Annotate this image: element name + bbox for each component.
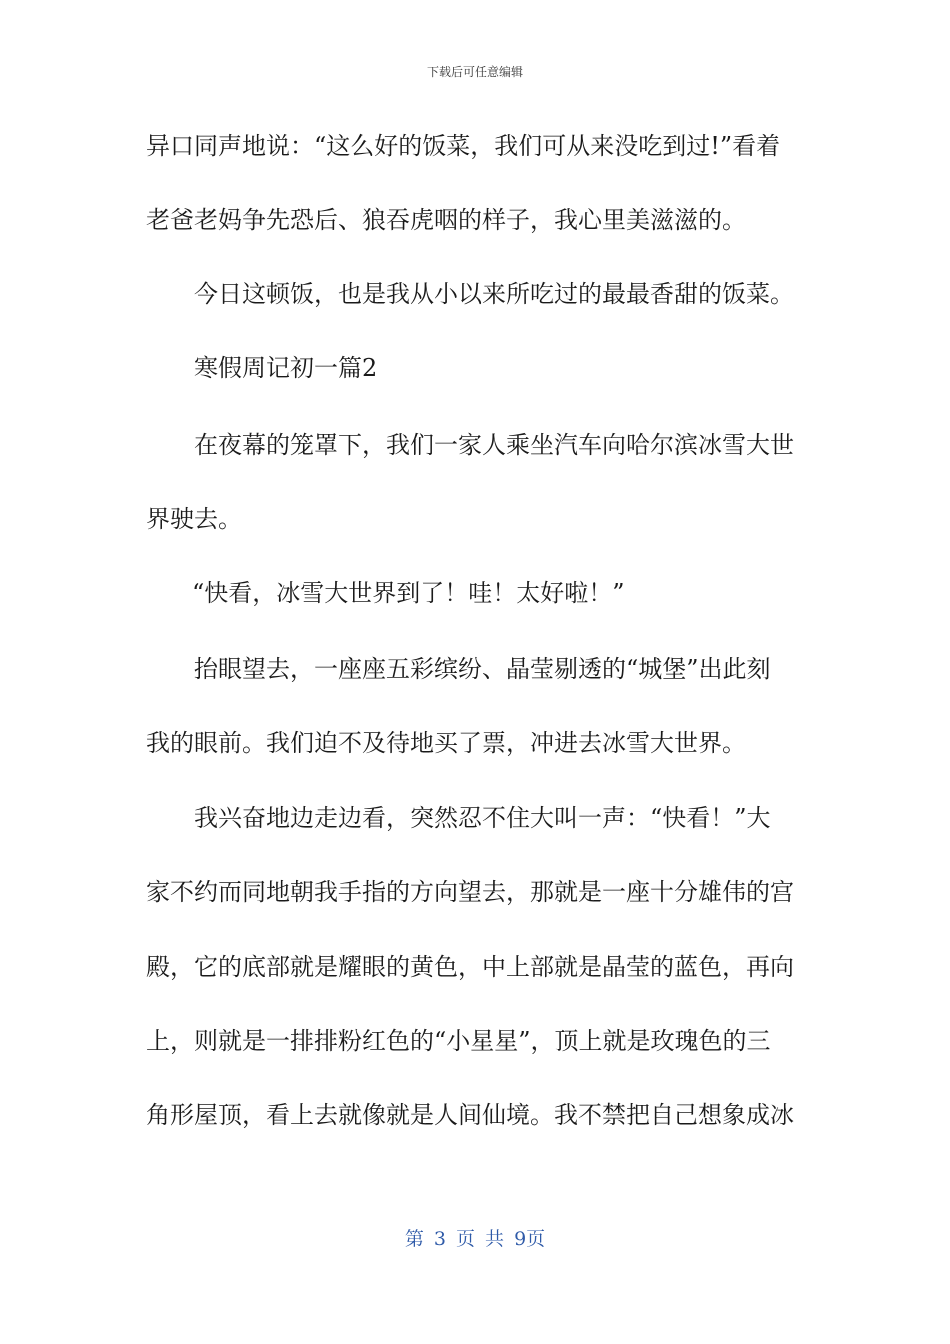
text-line: 界驶去。	[146, 505, 242, 533]
text-line: 异口同声地说：“这么好的饭菜，我们可从来没吃到过!”看着	[146, 132, 781, 160]
text-line: 今日这顿饭，也是我从小以来所吃过的最最香甜的饭菜。	[194, 280, 794, 308]
text-line: 老爸老妈争先恐后、狼吞虎咽的样子，我心里美滋滋的。	[146, 206, 746, 234]
text-line: “快看，冰雪大世界到了！哇！太好啦！”	[192, 579, 625, 607]
text-line: 角形屋顶，看上去就像就是人间仙境。我不禁把自己想象成冰	[146, 1101, 794, 1129]
text-line: 我兴奋地边走边看，突然忍不住大叫一声：“快看！”大	[194, 804, 771, 832]
text-line: 抬眼望去，一座座五彩缤纷、晶莹剔透的“城堡”出此刻	[194, 655, 771, 683]
text-line: 殿，它的底部就是耀眼的黄色，中上部就是晶莹的蓝色，再向	[146, 953, 794, 981]
text-line: 家不约而同地朝我手指的方向望去，那就是一座十分雄伟的宫	[146, 878, 794, 906]
text-line: 上，则就是一排排粉红色的“小星星”，顶上就是玫瑰色的三	[146, 1027, 771, 1055]
text-line: 在夜幕的笼罩下，我们一家人乘坐汽车向哈尔滨冰雪大世	[194, 431, 794, 459]
section-heading: 寒假周记初一篇2	[194, 354, 378, 382]
text-line: 我的眼前。我们迫不及待地买了票，冲进去冰雪大世界。	[146, 729, 746, 757]
page-header: 下载后可任意编辑	[426, 65, 523, 79]
page-number-footer: 第 3 页 共 9页	[404, 1228, 546, 1250]
